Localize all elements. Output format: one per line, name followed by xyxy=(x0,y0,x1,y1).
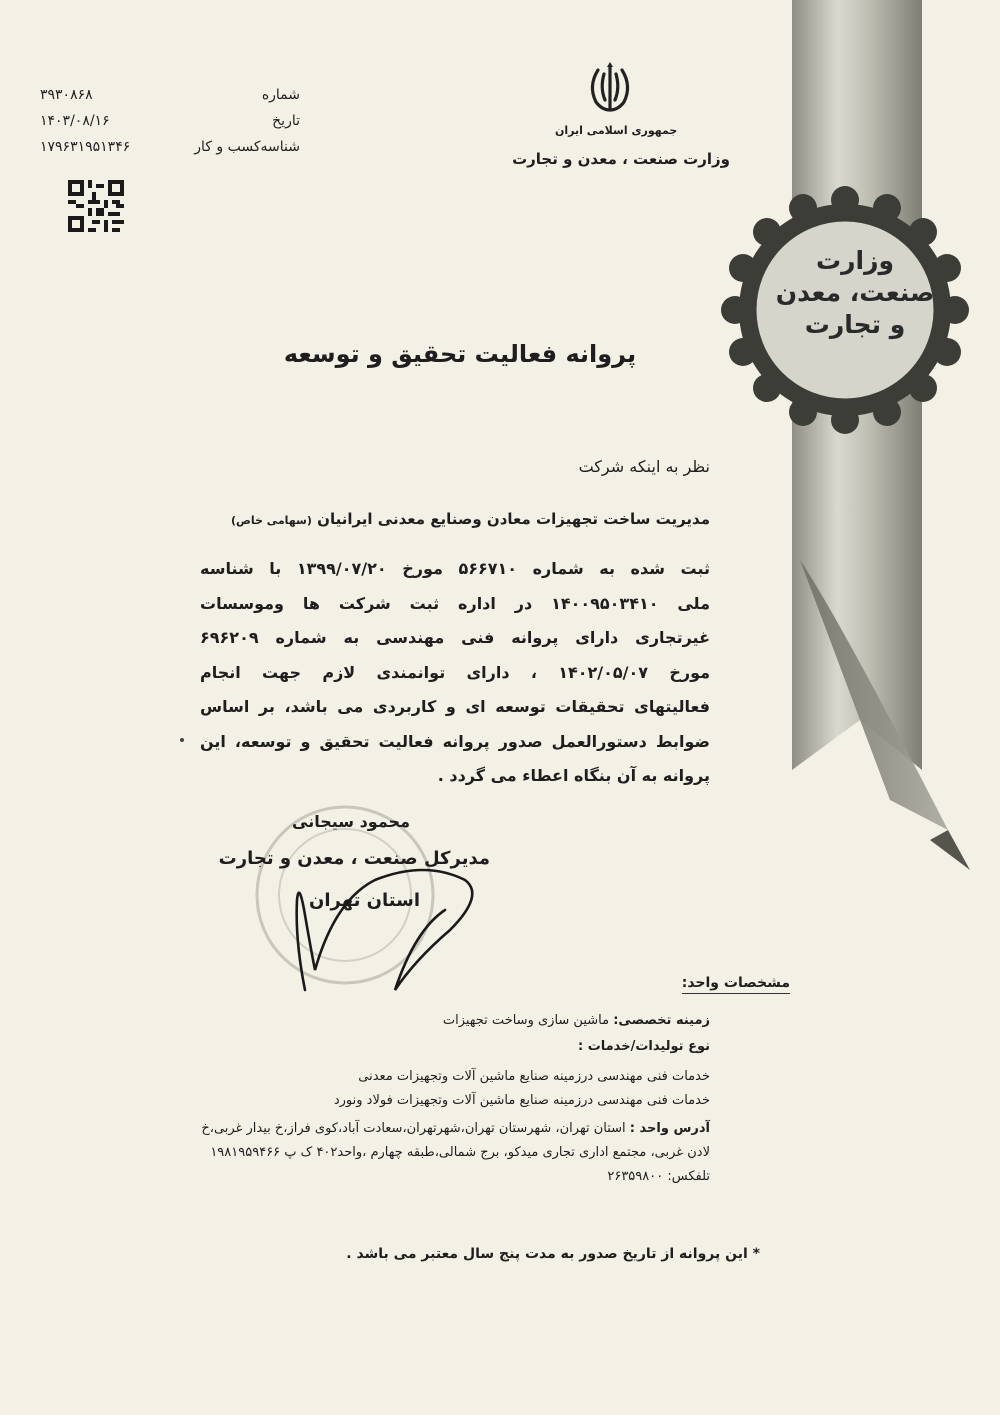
company-name: مدیریت ساخت تجهیزات معادن وصنایع معدنی ایرانیان xyxy=(317,510,710,528)
ribbon-decoration xyxy=(700,0,1000,1000)
date-label: تاریخ xyxy=(272,113,300,129)
intro-text: نظر به اینکه شرکت xyxy=(578,457,710,476)
body-line: ملی ۱۴۰۰۹۵۰۳۴۱۰ در اداره ثبت شرکت ها وموسسات xyxy=(200,593,710,613)
fax-row xyxy=(607,1169,710,1184)
products-row xyxy=(578,1039,710,1054)
seal-line-3: و تجارت xyxy=(804,310,906,339)
business-id-label: شناسه‌کسب و کار xyxy=(194,139,300,155)
service-item: خدمات فنی مهندسی درزمینه صنایع ماشین آلات وتجهیزات معدنی xyxy=(358,1069,710,1084)
fax-label: تلفکس: xyxy=(667,1169,710,1184)
business-id-value: ۱۷۹۶۳۱۹۵۱۳۴۶ xyxy=(40,139,131,155)
seal-line-2: صنعت، معدن xyxy=(775,278,935,307)
specialty-row xyxy=(443,1013,710,1028)
address-line-2: لادن غربی، مجتمع اداری تجاری میدکو، برج شمالی،طبقه چهارم ،واحد۴۰۲ ک پ ۱۹۸۱۹۵۹۴۶۶ xyxy=(210,1145,710,1160)
emblem-icon xyxy=(580,58,640,118)
qr-code-icon xyxy=(68,180,124,232)
handwritten-signature xyxy=(275,840,515,1000)
address-label: آدرس واحد : xyxy=(629,1121,710,1136)
number-value: ۳۹۳۰۸۶۸ xyxy=(40,87,93,103)
date-row xyxy=(40,108,300,134)
body-line: فعالیتهای تحقیقات توسعه ای و کاربردی می باشد، بر اساس xyxy=(200,697,710,716)
specialty-value: ماشین سازی وساخت تجهیزات xyxy=(442,1013,610,1028)
body-line: پروانه به آن بنگاه اعطاء می گردد . xyxy=(437,766,710,785)
business-id-row xyxy=(40,134,300,160)
fax-value: ۲۶۳۵۹۸۰۰ xyxy=(607,1169,664,1184)
service-item: خدمات فنی مهندسی درزمینه صنایع ماشین آلات وتجهیزات فولاد ونورد xyxy=(333,1093,710,1108)
number-row xyxy=(40,82,300,108)
validity-footnote: * این پروانه از تاریخ صدور به مدت پنج سال معتبر می باشد . xyxy=(346,1246,760,1262)
body-line: ثبت شده به شماره ۵۶۶۷۱۰ مورخ ۱۳۹۹/۰۷/۲۰ با شناسه xyxy=(200,559,710,578)
company-type: (سهامی خاص) xyxy=(231,514,312,527)
license-body xyxy=(200,552,710,794)
signatory-name: محمود سیجانی xyxy=(292,812,410,831)
date-value: ۱۴۰۳/۰۸/۱۶ xyxy=(40,113,110,129)
page-title: پروانه فعالیت تحقیق و توسعه xyxy=(283,340,637,368)
ink-dot xyxy=(180,738,184,742)
company-line xyxy=(220,510,710,528)
ministry-name: وزارت صنعت ، معدن و تجارت xyxy=(512,150,730,168)
address-line-1: استان تهران، شهرستان تهران،شهرتهران،سعادت آباد،کوی فراز،خ بیدار غربی،خ xyxy=(201,1121,626,1136)
specialty-label: زمینه تخصصی: xyxy=(613,1013,710,1028)
seal-line-1: وزارت xyxy=(815,246,894,275)
signatory-province: استان تهران xyxy=(309,890,420,911)
address-row xyxy=(201,1121,710,1136)
signatory-title: مدیرکل صنعت ، معدن و تجارت xyxy=(218,848,490,869)
ministry-seal xyxy=(770,245,940,385)
body-line: مورخ ۱۴۰۲/۰۵/۰۷ ، دارای توانمندی لازم جهت انجام xyxy=(200,662,710,682)
details-heading: مشخصات واحد: xyxy=(682,975,790,994)
products-label: نوع تولیدات/خدمات : xyxy=(577,1039,710,1054)
letter-meta xyxy=(40,82,300,160)
number-label: شماره xyxy=(261,87,300,103)
body-line: غیرتجاری دارای پروانه فنی مهندسی به شماره ۶۹۶۲۰۹ xyxy=(200,628,710,647)
country-caption: جمهوری اسلامی ایران xyxy=(555,124,678,137)
body-line: ضوابط دستورالعمل صدور پروانه فعالیت تحقیق و توسعه، این xyxy=(200,731,710,751)
